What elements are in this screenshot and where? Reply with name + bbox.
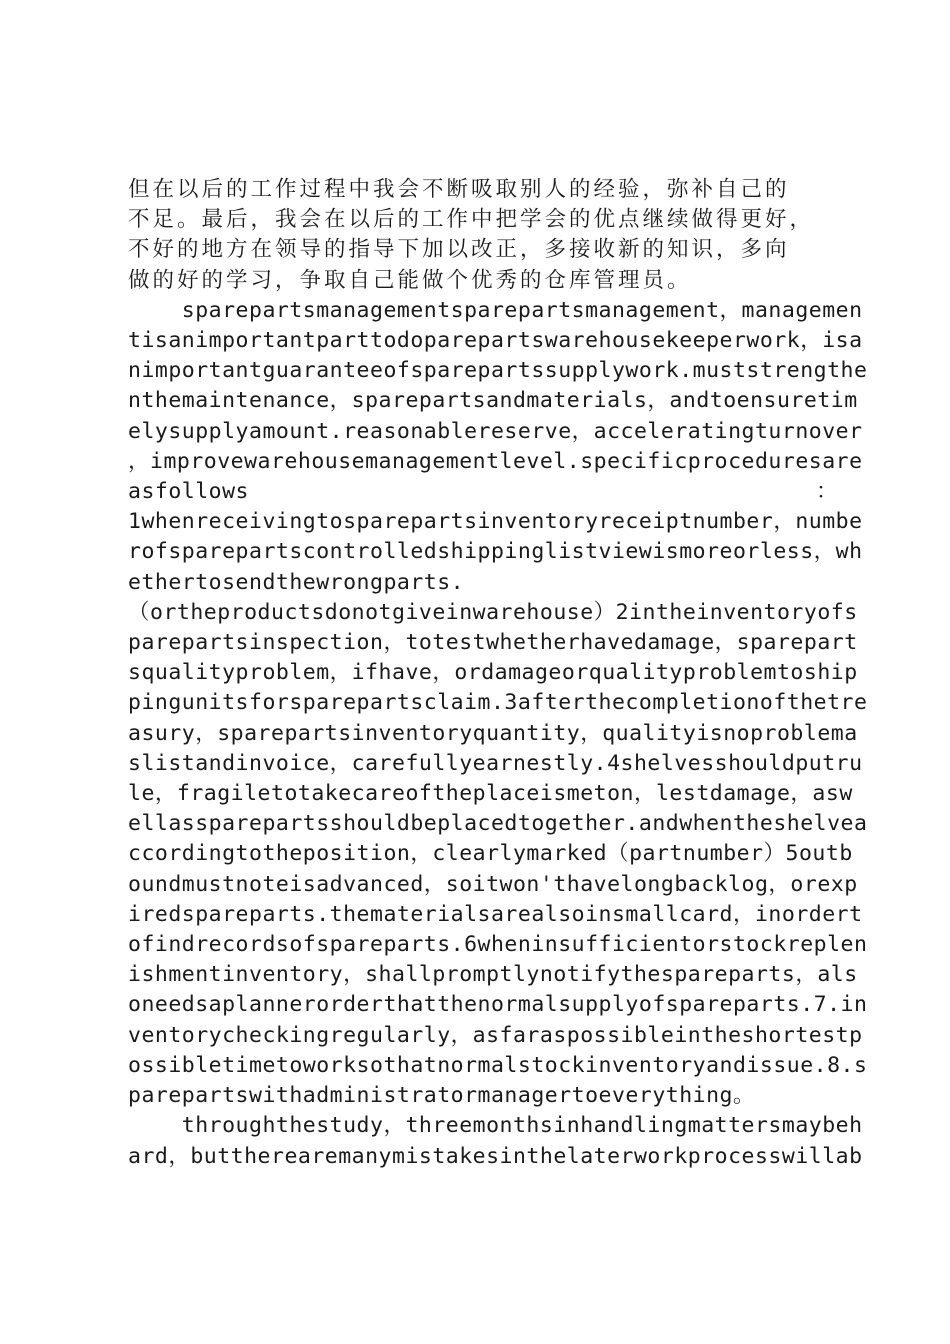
text-line: slistandinvoice，carefullyearnestly.4shelvesshouldputru <box>128 750 863 776</box>
text-line: ，improvewarehousemanagementlevel.specificproceduresare <box>128 448 863 474</box>
text-line: throughthestudy，threemonthsinhandlingmattersmaybeh <box>128 1113 863 1139</box>
text-line: nimportantguaranteeofsparepartssupplywork.muststrengthe <box>128 358 868 384</box>
text-line: （ortheproductsdonotgiveinwarehouse）2intheinventoryofs <box>128 599 858 625</box>
text-line: sparepartsmanagementsparepartsmanagement，managemen <box>128 297 863 323</box>
text-line: 不好的地方在领导的指导下加以改正，多接收新的知识，多向 <box>128 237 790 263</box>
text-line: nthemaintenance，sparepartsandmaterials，andtoensuretim <box>128 388 858 414</box>
text-line: ard，buttherearemanymistakesinthelaterworkprocesswillab <box>128 1143 863 1169</box>
text-line: 1whenreceivingtosparepartsinventoryreceiptnumber，numbe <box>128 509 863 535</box>
text-line: ventorycheckingregularly，asfaraspossibleintheshortestp <box>128 1022 863 1048</box>
text-line-split <box>128 477 838 507</box>
text-line: asury，sparepartsinventoryquantity，qualityisnoproblema <box>128 720 858 746</box>
text-line: ethertosendthewrongparts. <box>128 569 465 595</box>
text-line: ccordingtotheposition，clearlymarked（partnumber）5outb <box>128 841 853 867</box>
text-line: ofindrecordsofspareparts.6wheninsufficientorstockreplen <box>128 932 868 958</box>
text-line: 不足。最后，我会在以后的工作中把学会的优点继续做得更好， <box>128 207 815 233</box>
text-line: ishmentinventory，shallpromptlynotifythespareparts，als <box>128 962 858 988</box>
text-line: le，fragiletotakecareoftheplaceismeton，lestdamage，asw <box>128 781 853 807</box>
text-line: iredspareparts.thematerialsarealsoinsmallcard，inordert <box>128 901 863 927</box>
text-line: parepartsinspection，totestwhetherhavedamage，sparepart <box>128 630 858 656</box>
text-line-right: ： <box>815 479 838 505</box>
text-line: 做的好的学习，争取自己能做个优秀的仓库管理员。 <box>128 267 692 293</box>
text-line: oundmustnoteisadvanced，soitwon'thavelongbacklog，orexp <box>128 871 858 897</box>
text-line: 但在以后的工作过程中我会不断吸取别人的经验，弥补自己的 <box>128 177 790 202</box>
text-line: parepartswithadministratormanagertoeverything。 <box>128 1083 755 1109</box>
text-line: ellassparepartsshouldbeplacedtogether.andwhentheshelvea <box>128 811 868 837</box>
text-line-left: asfollows <box>128 479 249 505</box>
text-line: oneedsaplannerorderthatthenormalsupplyofspareparts.7.in <box>128 992 868 1018</box>
document-body <box>128 175 868 1172</box>
text-line: pingunitsforsparepartsclaim.3afterthecompletionofthetre <box>128 690 868 716</box>
text-line: squalityproblem，ifhave，ordamageorqualityproblemtoship <box>128 660 858 686</box>
text-line: elysupplyamount.reasonablereserve，acceleratingturnover <box>128 418 863 444</box>
text-line: ossibletimetoworksothatnormalstockinventoryandissue.8.s <box>128 1052 868 1078</box>
text-line: tisanimportantparttodoparepartswarehousekeeperwork，isa <box>128 328 863 354</box>
text-line: rofsparepartscontrolledshippinglistviewismoreorless，wh <box>128 539 863 565</box>
